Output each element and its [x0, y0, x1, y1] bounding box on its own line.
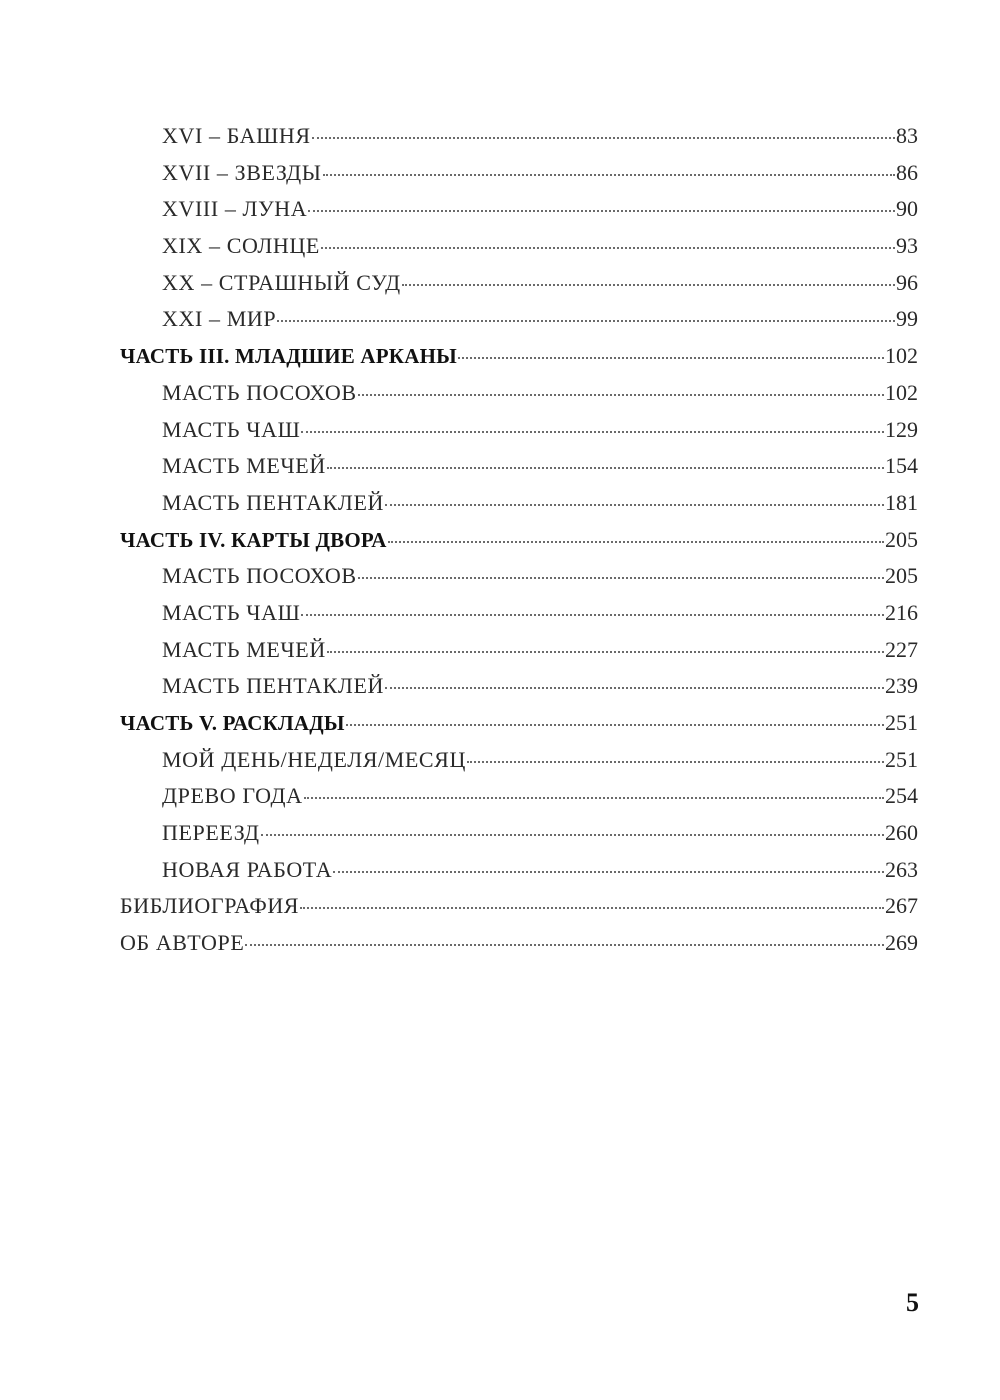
- dot-leader: [385, 687, 884, 689]
- toc-entry-page: 227: [885, 636, 918, 662]
- toc-entry-title: МАСТЬ ЧАШ: [162, 599, 301, 625]
- dot-leader: [385, 504, 884, 506]
- toc-entry-title: МАСТЬ МЕЧЕЙ: [162, 453, 326, 479]
- toc-entry-page: 263: [885, 856, 918, 882]
- toc-entry-page: 251: [885, 746, 918, 772]
- toc-entry-title: МАСТЬ ПЕНТАКЛЕЙ: [162, 673, 384, 699]
- toc-entry-title: МАСТЬ ПОСОХОВ: [162, 379, 357, 405]
- toc-entry-page: 269: [885, 930, 918, 956]
- toc-entry: [120, 925, 918, 962]
- dot-leader: [458, 357, 884, 359]
- toc-entry-page: 86: [896, 159, 918, 185]
- toc-entry-title: ЧАСТЬ V. РАСКЛАДЫ: [120, 711, 345, 735]
- toc-entry: [120, 155, 918, 192]
- dot-leader: [321, 247, 895, 249]
- toc-entry-page: 181: [885, 489, 918, 515]
- toc-entry: [120, 888, 918, 925]
- dot-leader: [358, 394, 884, 396]
- dot-leader: [261, 834, 884, 836]
- dot-leader: [301, 431, 884, 433]
- table-of-contents: [120, 118, 918, 962]
- toc-entry: [120, 595, 918, 632]
- page-number: 5: [906, 1288, 919, 1317]
- dot-leader: [402, 284, 895, 286]
- toc-entry-page: 205: [885, 526, 918, 552]
- toc-entry-page: 102: [885, 343, 918, 369]
- dot-leader: [327, 467, 884, 469]
- toc-entry: [120, 852, 918, 889]
- toc-entry-page: 205: [885, 563, 918, 589]
- toc-entry-title: ОБ АВТОРЕ: [120, 930, 245, 956]
- toc-entry: [120, 412, 918, 449]
- dot-leader: [300, 907, 884, 909]
- toc-entry-page: 129: [885, 416, 918, 442]
- toc-entry: [120, 301, 918, 338]
- toc-entry-page: 216: [885, 599, 918, 625]
- toc-entry-page: 99: [896, 306, 918, 332]
- toc-entry: [120, 375, 918, 412]
- toc-entry: [120, 522, 918, 559]
- toc-entry-page: 102: [885, 379, 918, 405]
- toc-entry-page: 93: [896, 233, 918, 259]
- dot-leader: [312, 137, 895, 139]
- toc-entry-title: МАСТЬ ПОСОХОВ: [162, 563, 357, 589]
- toc-entry: [120, 265, 918, 302]
- toc-entry: [120, 778, 918, 815]
- dot-leader: [323, 174, 895, 176]
- toc-entry-page: 267: [885, 893, 918, 919]
- toc-entry: [120, 668, 918, 705]
- toc-entry: [120, 338, 918, 375]
- toc-entry-page: 90: [896, 196, 918, 222]
- dot-leader: [346, 724, 884, 726]
- toc-entry: [120, 228, 918, 265]
- dot-leader: [327, 651, 884, 653]
- toc-entry-title: XVIII – ЛУНА: [162, 196, 308, 222]
- toc-entry-title: ПЕРЕЕЗД: [162, 820, 260, 846]
- toc-entry-title: НОВАЯ РАБОТА: [162, 856, 333, 882]
- toc-entry-title: ЧАСТЬ III. МЛАДШИЕ АРКАНЫ: [120, 344, 457, 369]
- toc-entry: [120, 191, 918, 228]
- dot-leader: [333, 871, 884, 873]
- dot-leader: [245, 944, 884, 946]
- toc-entry-title: XIX – СОЛНЦЕ: [162, 233, 320, 259]
- toc-entry: [120, 118, 918, 155]
- toc-entry: [120, 705, 918, 742]
- toc-entry-page: 251: [885, 710, 918, 735]
- dot-leader: [301, 614, 884, 616]
- toc-entry: [120, 448, 918, 485]
- toc-entry-title: XXI – МИР: [162, 306, 277, 332]
- toc-entry-page: 254: [885, 783, 918, 809]
- toc-entry-page: 260: [885, 820, 918, 846]
- toc-entry-page: 96: [896, 269, 918, 295]
- toc-entry-title: ДРЕВО ГОДА: [162, 783, 303, 809]
- toc-entry-page: 83: [896, 123, 918, 148]
- toc-entry: [120, 815, 918, 852]
- toc-entry-title: МОЙ ДЕНЬ/НЕДЕЛЯ/МЕСЯЦ: [162, 746, 466, 772]
- toc-entry: [120, 558, 918, 595]
- dot-leader: [304, 797, 884, 799]
- dot-leader: [388, 541, 884, 543]
- toc-entry-title: XVI – БАШНЯ: [162, 123, 311, 148]
- dot-leader: [308, 210, 895, 212]
- dot-leader: [277, 320, 895, 322]
- toc-entry-title: МАСТЬ МЕЧЕЙ: [162, 636, 326, 662]
- toc-entry-title: МАСТЬ ПЕНТАКЛЕЙ: [162, 489, 384, 515]
- toc-entry-page: 239: [885, 673, 918, 699]
- toc-entry: [120, 632, 918, 669]
- dot-leader: [467, 761, 884, 763]
- toc-entry-title: XX – СТРАШНЫЙ СУД: [162, 269, 401, 295]
- toc-entry-title: МАСТЬ ЧАШ: [162, 416, 301, 442]
- toc-entry: [120, 485, 918, 522]
- toc-entry-title: ЧАСТЬ IV. КАРТЫ ДВОРА: [120, 527, 387, 552]
- toc-entry-title: XVII – ЗВЕЗДЫ: [162, 159, 322, 185]
- toc-entry: [120, 742, 918, 779]
- toc-entry-title: БИБЛИОГРАФИЯ: [120, 893, 300, 919]
- dot-leader: [358, 577, 884, 579]
- toc-entry-page: 154: [885, 453, 918, 479]
